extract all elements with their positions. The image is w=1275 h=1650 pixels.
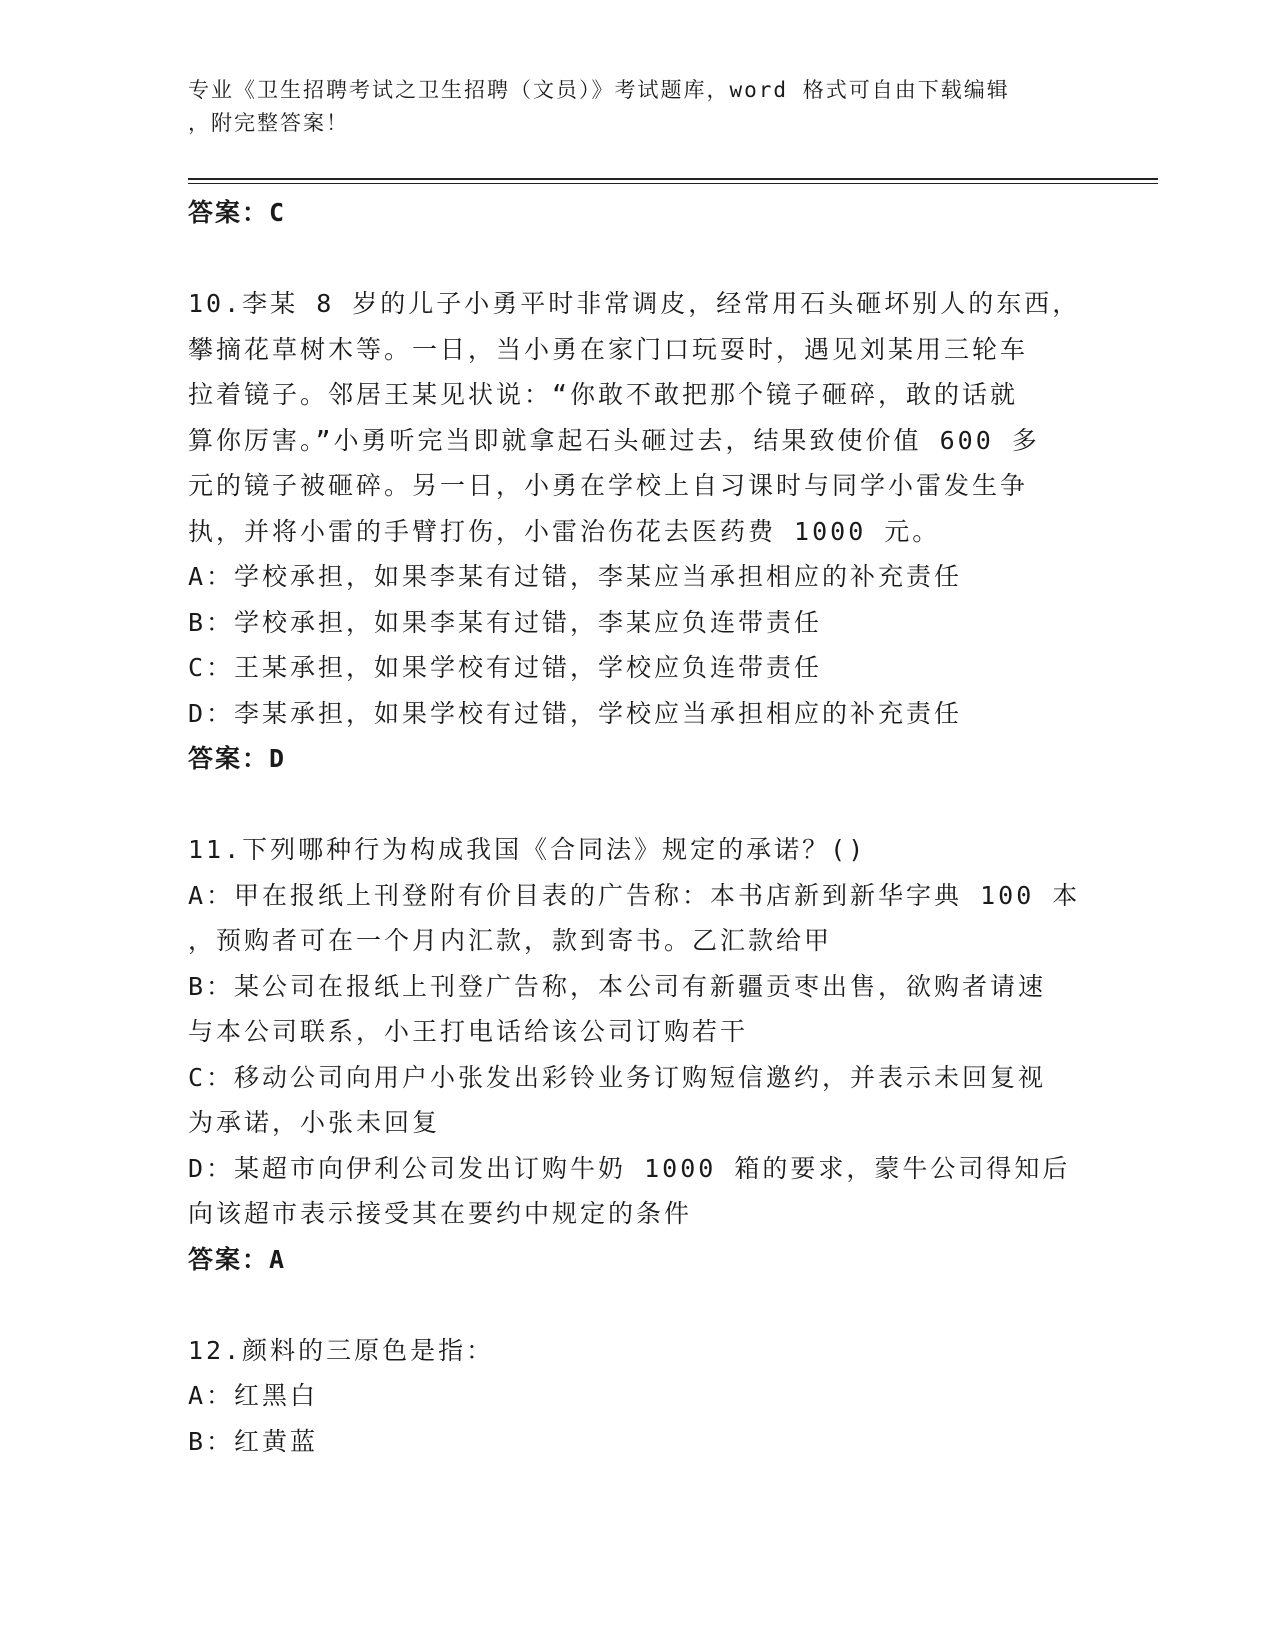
- question-11-line: 向该超市表示接受其在要约中规定的条件: [188, 1199, 693, 1228]
- spacer: [188, 782, 1088, 828]
- question-10-option-a: A：学校承担，如果李某有过错，李某应当承担相应的补充责任: [188, 562, 963, 591]
- header-line-2: ，附完整答案！: [188, 111, 349, 135]
- question-10-answer: 答案：D: [188, 744, 287, 773]
- question-11: [188, 827, 1088, 1282]
- question-11-line: D：某超市向伊利公司发出订购牛奶 1000 箱的要求，蒙牛公司得知后: [188, 1153, 1071, 1183]
- header-line-1: 专业《卫生招聘考试之卫生招聘（文员）》考试题库，word 格式可自由下载编辑: [188, 78, 1010, 102]
- question-11-line: 为承诺，小张未回复: [188, 1108, 441, 1137]
- question-11-line: C：移动公司向用户小张发出彩铃业务订购短信邀约，并表示未回复视: [188, 1062, 1047, 1092]
- question-12-line: 12.颜料的三原色是指：: [188, 1335, 495, 1365]
- spacer: [188, 1282, 1088, 1328]
- question-10-line: 算你厉害。”小勇听完当即就拿起石头砸过去，结果致使价值 600 多: [188, 425, 1040, 455]
- question-11-line: B：某公司在报纸上刊登广告称，本公司有新疆贡枣出售，欲购者请速: [188, 971, 1047, 1001]
- spacer: [188, 236, 1088, 282]
- question-10-option-d: D：李某承担，如果学校有过错，学校应当承担相应的补充责任: [188, 698, 963, 728]
- question-11-line: A：甲在报纸上刊登附有价目表的广告称：本书店新到新华字典 100 本: [188, 880, 1081, 910]
- question-10-line: 元的镜子被砸碎。另一日，小勇在学校上自习课时与同学小雷发生争: [188, 471, 1029, 500]
- question-10-line: 攀摘花草树木等。一日，当小勇在家门口玩耍时，遇见刘某用三轮车: [188, 334, 1029, 364]
- question-11-line: 与本公司联系，小王打电话给该公司订购若干: [188, 1017, 749, 1046]
- previous-answer: 答案：C: [188, 198, 287, 227]
- question-10-option-c: C：王某承担，如果学校有过错，学校应负连带责任: [188, 653, 823, 682]
- header-divider-thin: [188, 183, 1158, 184]
- question-10: [188, 281, 1088, 782]
- question-11-line: 11.下列哪种行为构成我国《合同法》规定的承诺？(): [188, 835, 867, 864]
- question-11-answer: 答案：A: [188, 1244, 287, 1274]
- question-10-line: 拉着镜子。邻居王某见状说：“你敢不敢把那个镜子砸碎，敢的话就: [188, 380, 1019, 409]
- question-10-line: 10.李某 8 岁的儿子小勇平时非常调皮，经常用石头砸坏别人的东西，: [188, 289, 1081, 318]
- question-content: [188, 190, 1088, 1464]
- question-10-option-b: B：学校承担，如果李某有过错，李某应负连带责任: [188, 607, 823, 637]
- header-divider-thick: [188, 178, 1158, 180]
- question-10-line: 执，并将小雷的手臂打伤，小雷治伤花去医药费 1000 元。: [188, 516, 941, 546]
- page-header: [188, 74, 1088, 140]
- question-12: [188, 1328, 1088, 1465]
- question-12-option-b: B：红黄蓝: [188, 1426, 319, 1456]
- question-12-option-a: A：红黑白: [188, 1381, 319, 1410]
- question-11-line: ，预购者可在一个月内汇款，款到寄书。乙汇款给甲: [188, 926, 833, 955]
